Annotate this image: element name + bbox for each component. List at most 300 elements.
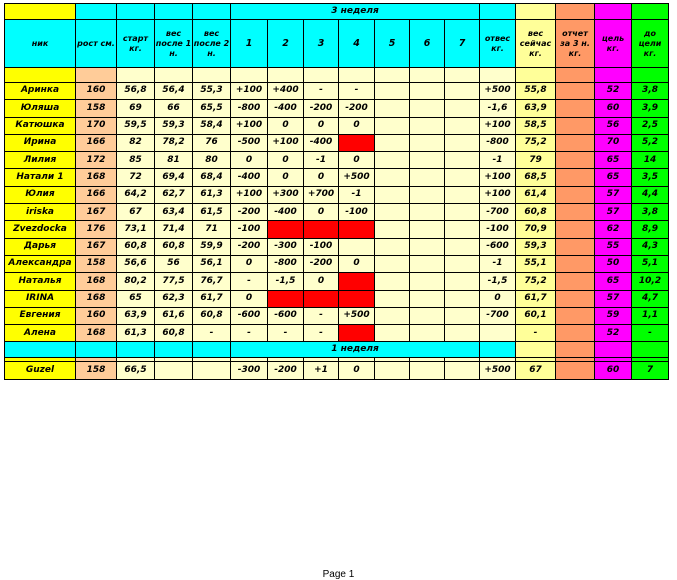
cell-d3: 0 [304, 117, 339, 134]
cell-nick: Александра [5, 255, 76, 272]
cell-nick: Аринка [5, 83, 76, 100]
cell-w1: 62,3 [155, 290, 193, 307]
cell-d5 [375, 273, 410, 290]
cell-left: 14 [632, 152, 669, 169]
cell-goal: 57 [595, 290, 632, 307]
cell-height: 168 [76, 273, 117, 290]
cell-height: 160 [76, 83, 117, 100]
header-blank [5, 4, 76, 20]
cell-height: 166 [76, 134, 117, 151]
cell-w2: 59,9 [193, 238, 231, 255]
cell-d7 [445, 290, 480, 307]
cell-nick: Дарья [5, 238, 76, 255]
cell-report [556, 152, 595, 169]
cell-report [556, 273, 595, 290]
cell-loss [480, 325, 516, 342]
cell-loss: -100 [480, 221, 516, 238]
separator-row [5, 68, 669, 83]
col-header-day7: 7 [445, 20, 480, 68]
cell-w1: 60,8 [155, 238, 193, 255]
cell-loss: +500 [480, 83, 516, 100]
cell-d1: +100 [231, 186, 268, 203]
cell-d7 [445, 134, 480, 151]
cell-nick: Алена [5, 325, 76, 342]
cell-goal: 59 [595, 307, 632, 324]
cell-w1: 56,4 [155, 83, 193, 100]
cell-d3 [304, 221, 339, 238]
cell-d6 [410, 100, 445, 117]
cell-d4: +500 [339, 169, 375, 186]
cell-nick: Zvezdocka [5, 221, 76, 238]
col-header-week1: вес после 1 н. [155, 20, 193, 68]
cell-d4: +500 [339, 307, 375, 324]
col-header-height: рост см. [76, 20, 117, 68]
cell-start: 64,2 [117, 186, 155, 203]
cell-d4 [339, 238, 375, 255]
cell-d1: -100 [231, 221, 268, 238]
cell-height: 158 [76, 100, 117, 117]
table-row [5, 152, 669, 169]
cell-w1: 56 [155, 255, 193, 272]
cell-report [556, 221, 595, 238]
cell-start: 73,1 [117, 221, 155, 238]
header-blank [632, 4, 669, 20]
cell-left: 4,4 [632, 186, 669, 203]
cell-d7 [445, 255, 480, 272]
cell-report [556, 134, 595, 151]
cell-d5 [375, 204, 410, 221]
cell-w1: 69,4 [155, 169, 193, 186]
table-row [5, 307, 669, 324]
cell-left: 3,8 [632, 83, 669, 100]
cell-loss: -1,5 [480, 273, 516, 290]
cell-goal: 65 [595, 169, 632, 186]
cell-nick: Евгения [5, 307, 76, 324]
cell-height: 168 [76, 325, 117, 342]
separator-row [5, 342, 669, 358]
cell-nick: Guzel [5, 362, 76, 380]
cell-d1: 0 [231, 255, 268, 272]
cell-d2: +300 [268, 186, 304, 203]
cell-w2: 56,1 [193, 255, 231, 272]
cell-w2: 60,8 [193, 307, 231, 324]
cell-report [556, 169, 595, 186]
cell-w1: 66 [155, 100, 193, 117]
cell-w1: 77,5 [155, 273, 193, 290]
cell-nick: Наталья [5, 273, 76, 290]
cell-nick: Катюшка [5, 117, 76, 134]
cell-goal: 62 [595, 221, 632, 238]
cell-d5 [375, 100, 410, 117]
cell-report [556, 204, 595, 221]
cell-d4: 0 [339, 362, 375, 380]
cell-start: 80,2 [117, 273, 155, 290]
cell-d4 [339, 221, 375, 238]
cell-d3 [304, 290, 339, 307]
cell-d3: -1 [304, 152, 339, 169]
cell-d6 [410, 152, 445, 169]
cell-d1: - [231, 325, 268, 342]
cell-report [556, 238, 595, 255]
col-header-now: вес сейчас кг. [516, 20, 556, 68]
col-header-day2: 2 [268, 20, 304, 68]
cell-loss: -800 [480, 134, 516, 151]
cell-d5 [375, 325, 410, 342]
page-footer: Page 1 [322, 569, 355, 580]
cell-report [556, 362, 595, 380]
col-header-loss: отвес кг. [480, 20, 516, 68]
cell-blank [375, 68, 410, 83]
col-header-day1: 1 [231, 20, 268, 68]
cell-nick: iriska [5, 204, 76, 221]
cell-d1: -400 [231, 169, 268, 186]
cell-blank [595, 342, 632, 358]
cell-left: 4,3 [632, 238, 669, 255]
cell-blank [155, 68, 193, 83]
cell-loss: +100 [480, 169, 516, 186]
cell-d4: -100 [339, 204, 375, 221]
cell-w1: 62,7 [155, 186, 193, 203]
cell-d6 [410, 134, 445, 151]
cell-d4 [339, 325, 375, 342]
cell-start: 61,3 [117, 325, 155, 342]
week-group-label: 3 неделя [231, 4, 480, 20]
cell-d3: +1 [304, 362, 339, 380]
cell-blank [117, 342, 155, 358]
cell-blank [480, 68, 516, 83]
cell-nick: Юляша [5, 100, 76, 117]
cell-blank [632, 68, 669, 83]
cell-now: 59,3 [516, 238, 556, 255]
cell-d4: -200 [339, 100, 375, 117]
cell-d1: +100 [231, 83, 268, 100]
cell-d7 [445, 169, 480, 186]
table-row [5, 204, 669, 221]
cell-loss: -600 [480, 238, 516, 255]
cell-blank [445, 68, 480, 83]
cell-d3: 0 [304, 273, 339, 290]
col-header-week2: вес после 2 н. [193, 20, 231, 68]
cell-report [556, 255, 595, 272]
cell-d7 [445, 238, 480, 255]
cell-d5 [375, 221, 410, 238]
cell-w2: 80 [193, 152, 231, 169]
cell-d5 [375, 255, 410, 272]
cell-d2 [268, 290, 304, 307]
cell-d2: 0 [268, 117, 304, 134]
table-row [5, 325, 669, 342]
cell-d7 [445, 273, 480, 290]
cell-d5 [375, 134, 410, 151]
cell-d3: - [304, 325, 339, 342]
table-row [5, 362, 669, 380]
cell-d2: -400 [268, 100, 304, 117]
cell-w1: 59,3 [155, 117, 193, 134]
cell-d7 [445, 221, 480, 238]
cell-start: 69 [117, 100, 155, 117]
cell-d2: +400 [268, 83, 304, 100]
cell-w2: 71 [193, 221, 231, 238]
cell-d6 [410, 238, 445, 255]
cell-start: 72 [117, 169, 155, 186]
cell-blank [595, 68, 632, 83]
cell-now: 61,7 [516, 290, 556, 307]
col-header-report: отчет за 3 н. кг. [556, 20, 595, 68]
cell-blank [268, 68, 304, 83]
cell-d2: 0 [268, 152, 304, 169]
header-blank [117, 4, 155, 20]
cell-d6 [410, 169, 445, 186]
cell-loss: -1 [480, 152, 516, 169]
cell-report [556, 100, 595, 117]
cell-d5 [375, 307, 410, 324]
cell-w1: 71,4 [155, 221, 193, 238]
cell-height: 170 [76, 117, 117, 134]
cell-w1: 78,2 [155, 134, 193, 151]
cell-blank [556, 68, 595, 83]
header-blank [76, 4, 117, 20]
cell-d2: -1,5 [268, 273, 304, 290]
cell-w1: 81 [155, 152, 193, 169]
cell-d7 [445, 186, 480, 203]
cell-d3: -200 [304, 255, 339, 272]
table-row [5, 238, 669, 255]
cell-start: 66,5 [117, 362, 155, 380]
cell-blank [155, 342, 193, 358]
cell-d3: 0 [304, 169, 339, 186]
cell-now: 60,8 [516, 204, 556, 221]
table-row [5, 186, 669, 203]
cell-d1: -500 [231, 134, 268, 151]
cell-now: 61,4 [516, 186, 556, 203]
cell-d7 [445, 307, 480, 324]
table-row [5, 169, 669, 186]
cell-now: 75,2 [516, 134, 556, 151]
cell-goal: 57 [595, 186, 632, 203]
header-blank [516, 4, 556, 20]
cell-left: 10,2 [632, 273, 669, 290]
cell-left: 1,1 [632, 307, 669, 324]
cell-height: 168 [76, 169, 117, 186]
cell-blank [5, 68, 76, 83]
cell-w2: 68,4 [193, 169, 231, 186]
cell-blank [480, 342, 516, 358]
cell-now: 55,8 [516, 83, 556, 100]
cell-blank [516, 68, 556, 83]
cell-d4: - [339, 83, 375, 100]
cell-goal: 50 [595, 255, 632, 272]
cell-now: 58,5 [516, 117, 556, 134]
cell-d1: 0 [231, 152, 268, 169]
cell-d6 [410, 83, 445, 100]
cell-d5 [375, 290, 410, 307]
cell-d1: -800 [231, 100, 268, 117]
cell-blank [556, 342, 595, 358]
cell-height: 160 [76, 307, 117, 324]
cell-d2: 0 [268, 169, 304, 186]
cell-left: 8,9 [632, 221, 669, 238]
cell-d4: 0 [339, 117, 375, 134]
cell-blank [231, 68, 268, 83]
cell-d7 [445, 117, 480, 134]
cell-blank [304, 68, 339, 83]
cell-d4: 0 [339, 152, 375, 169]
week-group-label: 1 неделя [231, 342, 480, 358]
cell-start: 56,6 [117, 255, 155, 272]
header-blank [155, 4, 193, 20]
cell-d7 [445, 204, 480, 221]
cell-blank [193, 342, 231, 358]
cell-d1: -600 [231, 307, 268, 324]
cell-now: 63,9 [516, 100, 556, 117]
cell-w2: 76,7 [193, 273, 231, 290]
cell-nick: Натали 1 [5, 169, 76, 186]
col-header-day4: 4 [339, 20, 375, 68]
table-row [5, 134, 669, 151]
cell-d6 [410, 204, 445, 221]
table-row [5, 100, 669, 117]
header-blank [193, 4, 231, 20]
cell-goal: 52 [595, 83, 632, 100]
cell-w2: 58,4 [193, 117, 231, 134]
table-row [5, 221, 669, 238]
cell-height: 167 [76, 238, 117, 255]
cell-start: 63,9 [117, 307, 155, 324]
cell-loss: -700 [480, 204, 516, 221]
cell-nick: Лилия [5, 152, 76, 169]
col-header-goal: цель кг. [595, 20, 632, 68]
cell-loss: +500 [480, 362, 516, 380]
cell-d1: 0 [231, 290, 268, 307]
col-header-day6: 6 [410, 20, 445, 68]
cell-d6 [410, 290, 445, 307]
cell-w1: 61,6 [155, 307, 193, 324]
cell-start: 82 [117, 134, 155, 151]
cell-height: 166 [76, 186, 117, 203]
cell-left: 3,5 [632, 169, 669, 186]
cell-height: 158 [76, 362, 117, 380]
cell-d2: -200 [268, 362, 304, 380]
table-body [5, 4, 669, 380]
cell-w2: - [193, 325, 231, 342]
cell-d3: - [304, 307, 339, 324]
cell-d4 [339, 273, 375, 290]
cell-d3: -200 [304, 100, 339, 117]
cell-left: 5,2 [632, 134, 669, 151]
cell-height: 168 [76, 290, 117, 307]
cell-now: 67 [516, 362, 556, 380]
cell-d2: -300 [268, 238, 304, 255]
cell-nick: IRINA [5, 290, 76, 307]
cell-d6 [410, 307, 445, 324]
cell-w1: 60,8 [155, 325, 193, 342]
cell-d6 [410, 117, 445, 134]
cell-d3: +700 [304, 186, 339, 203]
cell-report [556, 83, 595, 100]
cell-d7 [445, 83, 480, 100]
cell-now: 79 [516, 152, 556, 169]
cell-d6 [410, 221, 445, 238]
cell-report [556, 186, 595, 203]
table-row [5, 273, 669, 290]
cell-now: 68,5 [516, 169, 556, 186]
cell-d5 [375, 169, 410, 186]
cell-d2: -600 [268, 307, 304, 324]
cell-goal: 57 [595, 204, 632, 221]
cell-d4: 0 [339, 255, 375, 272]
col-header-start: старт кг. [117, 20, 155, 68]
cell-loss: -1 [480, 255, 516, 272]
cell-d5 [375, 362, 410, 380]
cell-left: 3,9 [632, 100, 669, 117]
cell-height: 172 [76, 152, 117, 169]
cell-d1: -300 [231, 362, 268, 380]
cell-goal: 56 [595, 117, 632, 134]
cell-w1 [155, 362, 193, 380]
cell-left: 3,8 [632, 204, 669, 221]
cell-d4 [339, 134, 375, 151]
cell-d5 [375, 186, 410, 203]
table-row [5, 290, 669, 307]
cell-w1: 63,4 [155, 204, 193, 221]
cell-left: 7 [632, 362, 669, 380]
cell-blank [5, 342, 76, 358]
cell-height: 158 [76, 255, 117, 272]
cell-d1: -200 [231, 204, 268, 221]
cell-report [556, 307, 595, 324]
cell-d7 [445, 325, 480, 342]
cell-goal: 52 [595, 325, 632, 342]
cell-d2: - [268, 325, 304, 342]
cell-d6 [410, 362, 445, 380]
cell-loss: +100 [480, 117, 516, 134]
cell-d6 [410, 186, 445, 203]
cell-height: 167 [76, 204, 117, 221]
cell-d3: -400 [304, 134, 339, 151]
cell-d2: -800 [268, 255, 304, 272]
header-blank [480, 4, 516, 20]
cell-w2: 76 [193, 134, 231, 151]
cell-height: 176 [76, 221, 117, 238]
cell-blank [410, 68, 445, 83]
cell-start: 60,8 [117, 238, 155, 255]
cell-now: 55,1 [516, 255, 556, 272]
cell-left: - [632, 325, 669, 342]
cell-w2: 61,5 [193, 204, 231, 221]
cell-blank [632, 342, 669, 358]
cell-d3: - [304, 83, 339, 100]
cell-report [556, 325, 595, 342]
cell-d4: -1 [339, 186, 375, 203]
cell-d4 [339, 290, 375, 307]
cell-d3: 0 [304, 204, 339, 221]
cell-d5 [375, 117, 410, 134]
cell-loss: -1,6 [480, 100, 516, 117]
cell-loss: +100 [480, 186, 516, 203]
cell-blank [193, 68, 231, 83]
cell-w2 [193, 362, 231, 380]
cell-d2: -400 [268, 204, 304, 221]
col-header-nick: ник [5, 20, 76, 68]
header-blank [556, 4, 595, 20]
cell-d5 [375, 238, 410, 255]
cell-d2 [268, 221, 304, 238]
cell-left: 2,5 [632, 117, 669, 134]
cell-d1: -200 [231, 238, 268, 255]
cell-w2: 61,7 [193, 290, 231, 307]
cell-start: 59,5 [117, 117, 155, 134]
cell-goal: 65 [595, 273, 632, 290]
